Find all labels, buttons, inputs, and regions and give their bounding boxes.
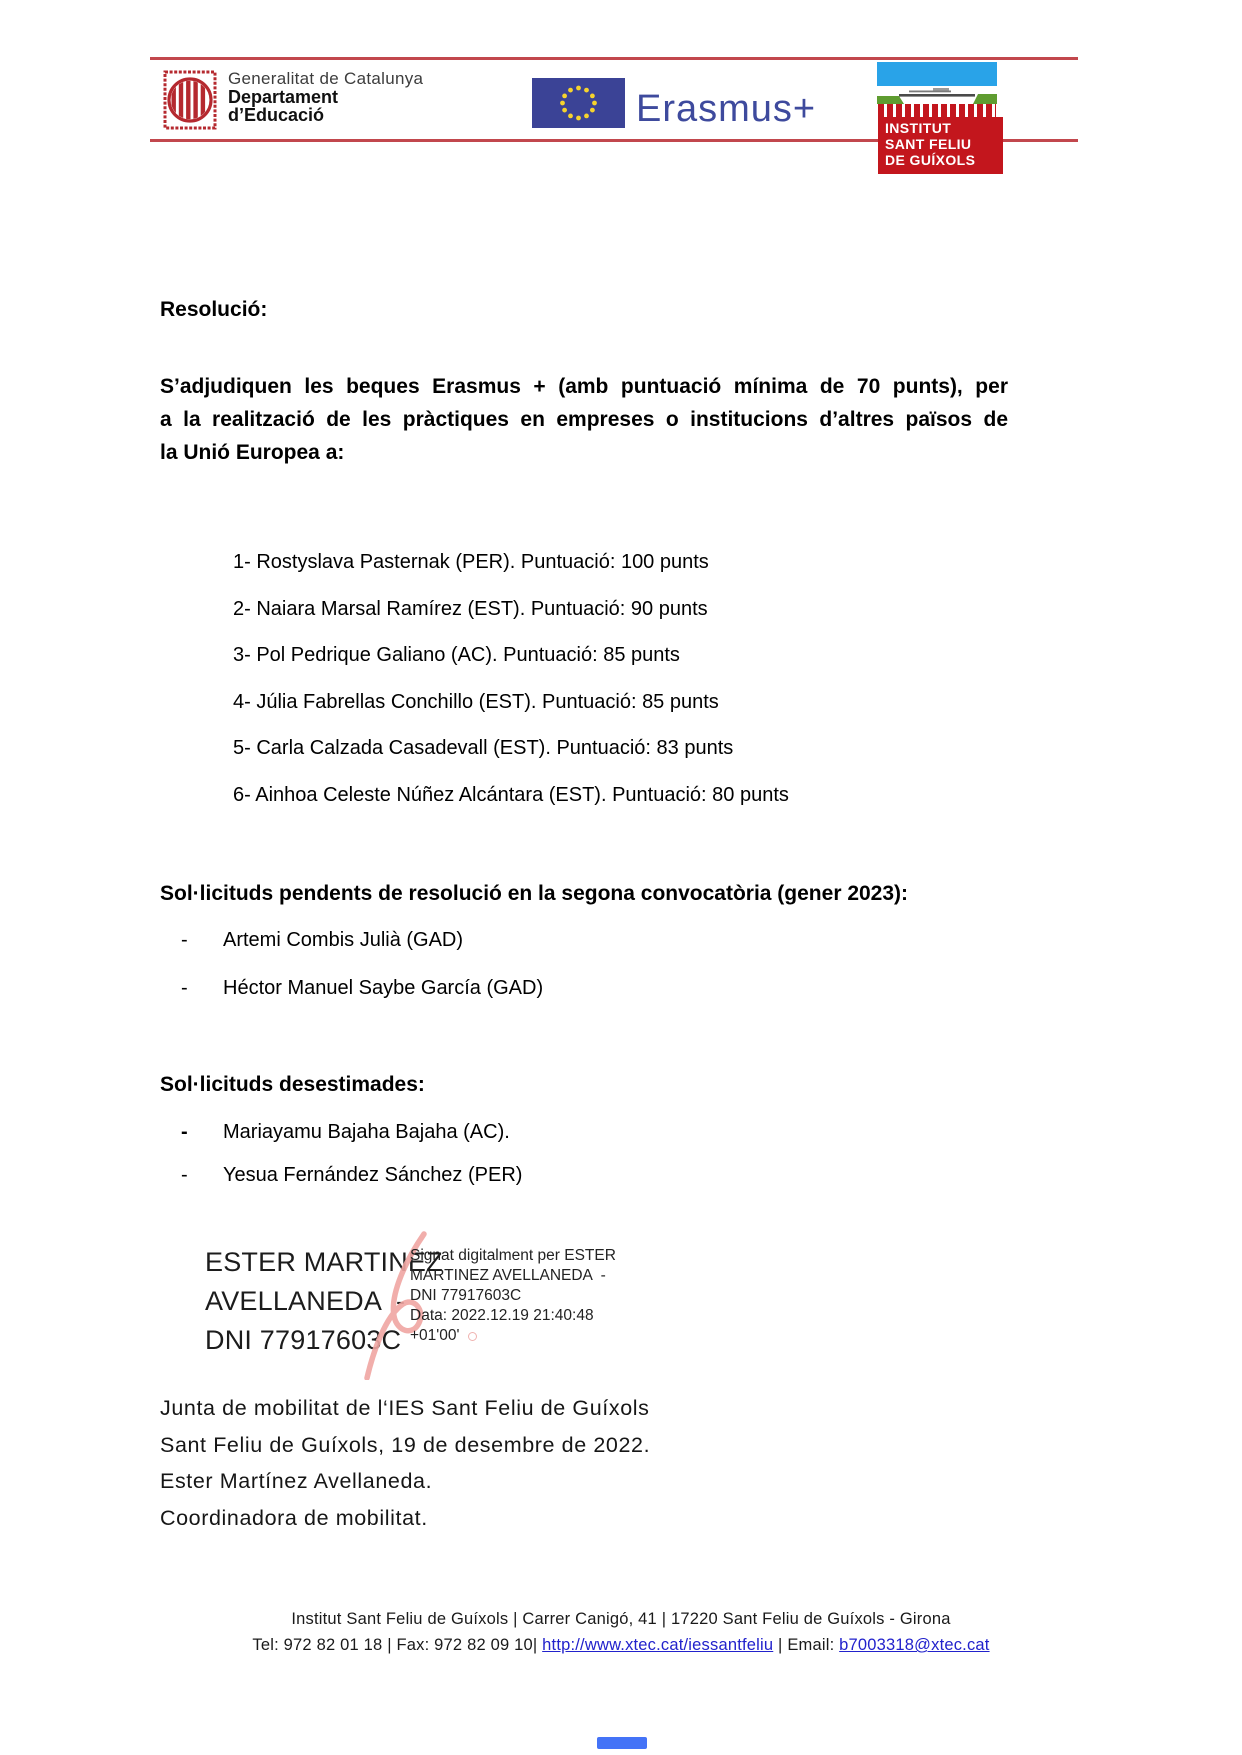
institut-logo-sky-band: [877, 62, 997, 86]
page-title: Resolució:: [160, 298, 268, 321]
footer-tel-fax: Tel: 972 82 01 18 | Fax: 972 82 09 10|: [252, 1636, 543, 1654]
institut-logo-name-box: [878, 117, 1003, 174]
dash-bullet: -: [181, 929, 188, 951]
page-position-indicator[interactable]: [597, 1737, 647, 1749]
signature-details-block: [410, 1246, 616, 1346]
closing-block: [160, 1390, 650, 1536]
dash-bullet: -: [181, 977, 188, 999]
list-item: 6- Ainhoa Celeste Núñez Alcántara (EST). Puntuació: 80 punts: [233, 783, 789, 806]
rejected-item-text: Mariayamu Bajaha Bajaha (AC).: [223, 1121, 510, 1143]
generalitat-org-name: Generalitat de Catalunya: [228, 69, 424, 88]
list-item: 3- Pol Pedrique Galiano (AC). Puntuació: 85 punts: [233, 644, 680, 666]
generalitat-dept-line1: Departament: [228, 87, 339, 107]
signature-name-line: ESTER MARTINEZ: [205, 1247, 443, 1277]
signature-detail-line: DNI 77917603C: [410, 1287, 522, 1304]
website-link[interactable]: http://www.xtec.cat/iessantfeliu: [542, 1636, 774, 1654]
eu-flag-icon: [532, 78, 625, 128]
rejected-list: [181, 1120, 522, 1206]
closing-line: Coordinadora de mobilitat.: [160, 1505, 428, 1530]
footer-contact-line: [0, 1636, 1242, 1655]
intro-paragraph: [160, 370, 1008, 469]
list-item: [181, 1120, 522, 1144]
intro-line: la Unió Europea a:: [160, 441, 345, 464]
institut-logo: [877, 62, 997, 174]
erasmus-wordmark: Erasmus+: [636, 88, 817, 130]
signature-detail-line: MARTINEZ AVELLANEDA -: [410, 1267, 606, 1284]
generalitat-shield-icon: [163, 70, 217, 130]
generalitat-dept-line2: d’Educació: [228, 105, 325, 125]
signature-detail-line: +01'00': [410, 1327, 460, 1344]
dash-bullet: -: [181, 1121, 188, 1143]
email-link[interactable]: b7003318@xtec.cat: [839, 1636, 990, 1654]
intro-line: a la realització de les pràctiques en empreses o institucions d’altres països de: [160, 408, 1008, 431]
closing-line: Ester Martínez Avellaneda.: [160, 1469, 433, 1493]
signature-name-line: DNI 77917603C: [205, 1325, 402, 1355]
pending-list: [181, 928, 543, 1024]
list-item: [181, 1163, 522, 1187]
signature-name-line: AVELLANEDA -: [205, 1286, 406, 1316]
institut-name-line2: SANT FELIU: [885, 136, 972, 152]
signature-detail-line: Signat digitalment per ESTER: [410, 1247, 616, 1264]
footer-address-line: Institut Sant Feliu de Guíxols | Carrer Canigó, 41 | 17220 Sant Feliu de Guíxols - Girona: [291, 1610, 951, 1628]
institut-name-line3: DE GUÍXOLS: [885, 152, 976, 168]
intro-line: S’adjudiquen les beques Erasmus + (amb puntuació mínima de 70 punts), per: [160, 375, 1008, 398]
footer-email-label: | Email:: [773, 1636, 840, 1654]
list-item: 4- Júlia Fabrellas Conchillo (EST). Puntuació: 85 punts: [233, 690, 719, 713]
pending-item-text: Héctor Manuel Saybe García (GAD): [223, 977, 544, 999]
generalitat-text-block: [228, 70, 423, 124]
closing-line: Junta de mobilitat de l‘IES Sant Feliu de Guíxols: [160, 1396, 650, 1420]
signature-detail-line: Data: 2022.12.19 21:40:48: [410, 1307, 594, 1324]
list-item: [181, 976, 543, 1000]
pending-section-heading: Sol·licituds pendents de resolució en la segona convocatòria (gener 2023):: [160, 882, 909, 905]
rejected-item-text: Yesua Fernández Sánchez (PER): [223, 1164, 523, 1186]
awardee-list: [233, 551, 789, 830]
pending-item-text: Artemi Combis Julià (GAD): [223, 929, 464, 951]
list-item: 5- Carla Calzada Casadevall (EST). Puntuació: 83 punts: [233, 737, 734, 759]
list-item: 1- Rostyslava Pasternak (PER). Puntuació: 100 punts: [233, 551, 709, 573]
rejected-section-heading: Sol·licituds desestimades:: [160, 1073, 425, 1096]
dash-bullet: -: [181, 1164, 188, 1186]
closing-line: Sant Feliu de Guíxols, 19 de desembre de 2022.: [160, 1432, 651, 1457]
list-item: [181, 928, 543, 952]
header-rule-top: [150, 57, 1078, 60]
list-item: 2- Naiara Marsal Ramírez (EST). Puntuació: 90 punts: [233, 597, 708, 620]
institut-logo-comb-stripes: [878, 104, 996, 117]
institut-logo-building-icon: [877, 86, 997, 104]
institut-name-line1: INSTITUT: [885, 120, 952, 136]
